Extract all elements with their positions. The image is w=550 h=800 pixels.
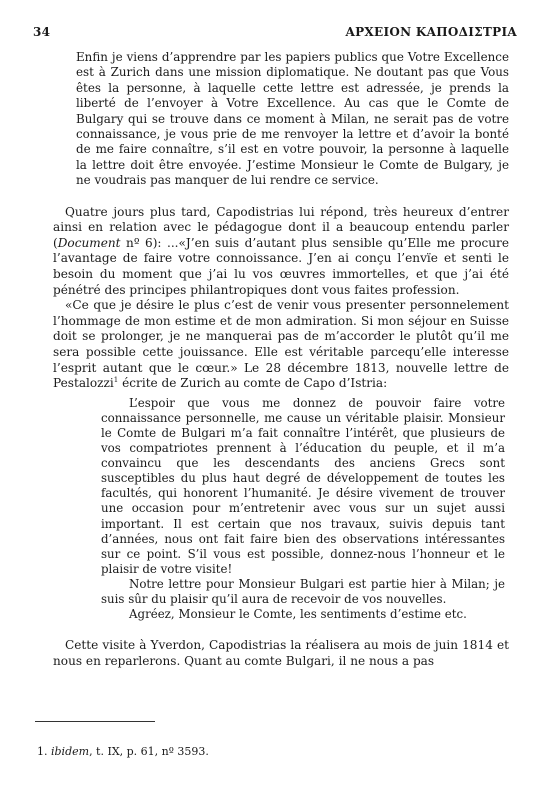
block-quote-letter: Enfin je viens d’apprendre par les papiers publics que Votre Excellence est à Zurich dans une mission diplomatique. Ne doutant pas que Vous êtes la personne, à laquelle cette lettre est adressée, je prends la liberté de l’envoyer à Votre Excellence. Au cas que le Comte de Bulgary qui se trouve dans ce moment à Milan, ne serait pas de votre connaissance, je vous prie de me renvoyer la lettre et d’avoir la bonté de me faire connaître, s’il est en votre pouvoir, la personne à laquelle la lettre doit être envoyée. J’estime Monsieur le Comte de Bulgary, je ne voudrais pas manquer de lui rendre ce service. [76,50,509,188]
quote-paragraph: Notre lettre pour Monsieur Bulgari est partie hier à Milan; je suis sûr du plaisir qu’il aura de recevoir de vos nouvelles. [101,576,505,606]
paragraph-visit: Cette visite à Yverdon, Capodistrias la réalisera au mois de juin 1814 et nous en reparlerons. Quant au comte Bulgari, il ne nous a pas [53,638,509,668]
document-reference: Document [57,235,121,250]
paragraph-reply [53,205,509,299]
paragraph-reply-text: Quatre jours plus tard, Capodistrias lui répond, très heureux d’entrer ainsi en relation avec le pédagogue dont il a beaucoup entendu parler ( [53,204,509,250]
page-number: 34 [33,25,51,39]
footnote-citation: , t. IX, p. 61, nº 3593. [89,745,209,758]
paragraph-reply-quote: nº 6): ...«J’en suis d’autant plus sensible qu’Elle me procure l’avantage de faire votre connoissance. J’en ai conçu l’envïe et senti le besoin du moment que j’ai lu vos œuvres immortelles, et que j’ai été pénétré des principes philantropiques dont vous faites profession. [53,235,509,297]
footnote [37,745,209,759]
quote-closing: Agréez, Monsieur le Comte, les sentiments d’estime etc. [129,607,467,622]
block-quote-pestalozzi [101,396,505,622]
running-title: ΑΡΧΕΙΟΝ ΚΑΠΟΔΙΣΤΡΙΑ [345,25,517,39]
quote-paragraph: L’espoir que vous me donnez de pouvoir faire votre connaissance personnelle, me cause un véritable plaisir. Monsieur le Comte de Bulgari m’a fait connaître l’intérêt, que plusieurs de vos compatriotes prennent à l’éducation du peuple, et il m’a convainсu que les descendants des anciens Grecs sont susceptibles du plus haut degré de développement de toutes les facultés, qui honorent l’humanité. Je désire vivement de trouver une occasion pour m’entretenir avec vous sur un sujet aussi important. Il est certain que nos travaux, suivis depuis tant d’années, nous ont fait faire bien des observations intéressantes sur ce point. S’il vous est possible, donnez-nous l’honneur et le plaisir de votre visite! [101,395,505,576]
main-text [53,50,509,669]
footnote-number: 1. [37,745,48,758]
paragraph-new-letter-tail: écrite de Zurich au comte de Capo d’Istria: [118,376,388,391]
paragraph-new-letter [53,298,509,392]
footnote-ibidem: ibidem [51,745,90,758]
page-header [33,25,517,45]
paragraph-new-letter-text: «Ce que je désire le plus c’est de venir vous presenter personnelement l’hommage de mon estime et de mon admiration. Si mon séjour en Suisse doit se prolonger, je ne manquerai pas de m’accorder le plutôt qu’il me sera possible cette jouissance. Elle est véritable parcequ’elle interesse l’esprit autant que le cœur.» Le 28 décembre 1813, nouvelle lettre de Pestalozzi [53,298,509,391]
footnote-marker: 1 [113,376,119,385]
footnote-divider [35,721,155,722]
